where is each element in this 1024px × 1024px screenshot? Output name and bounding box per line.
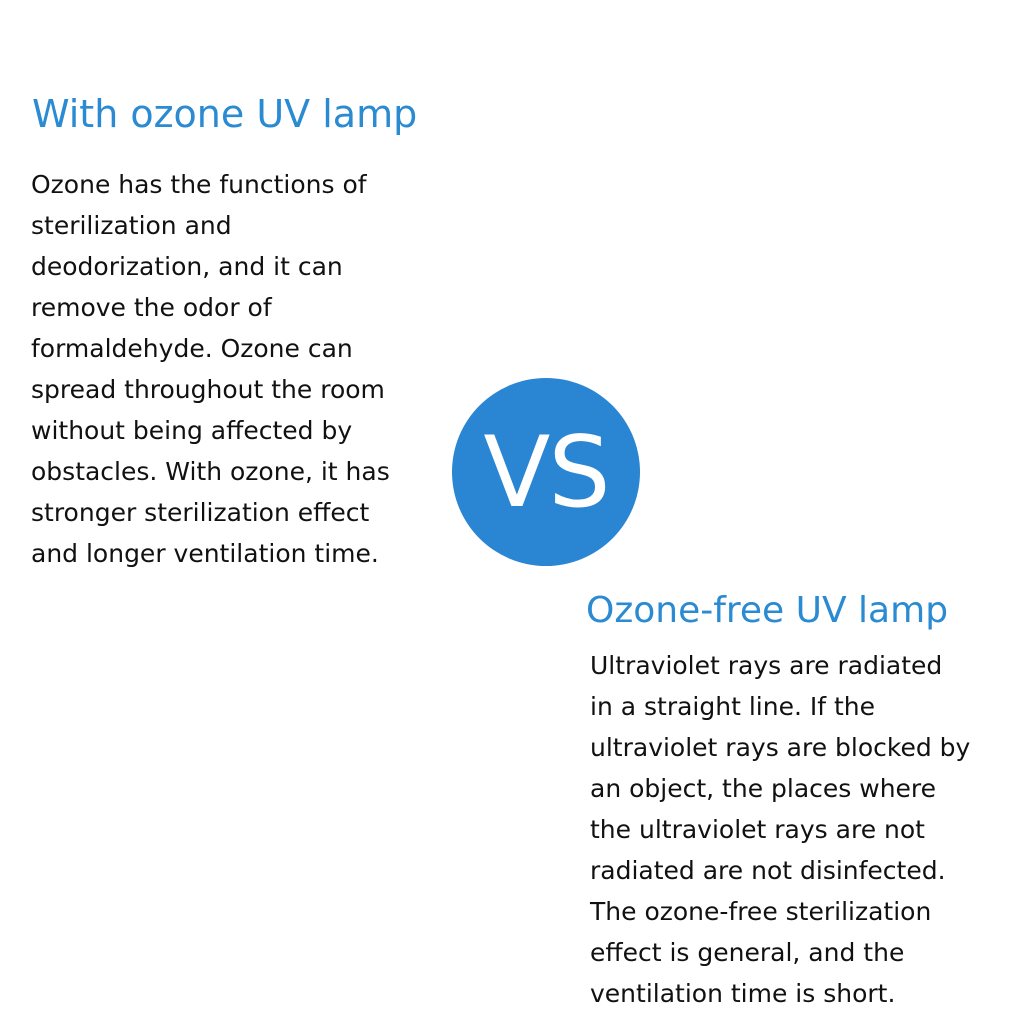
description-line: Ozone has the functions of — [31, 170, 367, 199]
description-line: ventilation time is short. — [590, 979, 896, 1008]
description-line: an object, the places where — [590, 774, 937, 803]
ozone-free-description — [590, 645, 970, 1014]
vs-badge — [452, 378, 640, 566]
with-ozone-heading: With ozone UV lamp — [32, 92, 418, 136]
description-line: remove the odor of — [31, 293, 272, 322]
with-ozone-description — [31, 164, 390, 574]
description-line: stronger sterilization effect — [31, 498, 370, 527]
description-line: in a straight line. If the — [590, 692, 875, 721]
ozone-free-heading: Ozone-free UV lamp — [586, 590, 949, 631]
description-line: without being affected by — [31, 416, 353, 445]
description-line: effect is general, and the — [590, 938, 905, 967]
description-line: spread throughout the room — [31, 375, 385, 404]
description-line: sterilization and — [31, 211, 232, 240]
description-line: obstacles. With ozone, it has — [31, 457, 390, 486]
vs-label: VS — [483, 416, 609, 530]
description-line: ultraviolet rays are blocked by — [590, 733, 971, 762]
description-line: The ozone-free sterilization — [590, 897, 932, 926]
description-line: the ultraviolet rays are not — [590, 815, 925, 844]
description-line: Ultraviolet rays are radiated — [590, 651, 943, 680]
description-line: and longer ventilation time. — [31, 539, 379, 568]
description-line: radiated are not disinfected. — [590, 856, 946, 885]
description-line: deodorization, and it can — [31, 252, 343, 281]
description-line: formaldehyde. Ozone can — [31, 334, 353, 363]
